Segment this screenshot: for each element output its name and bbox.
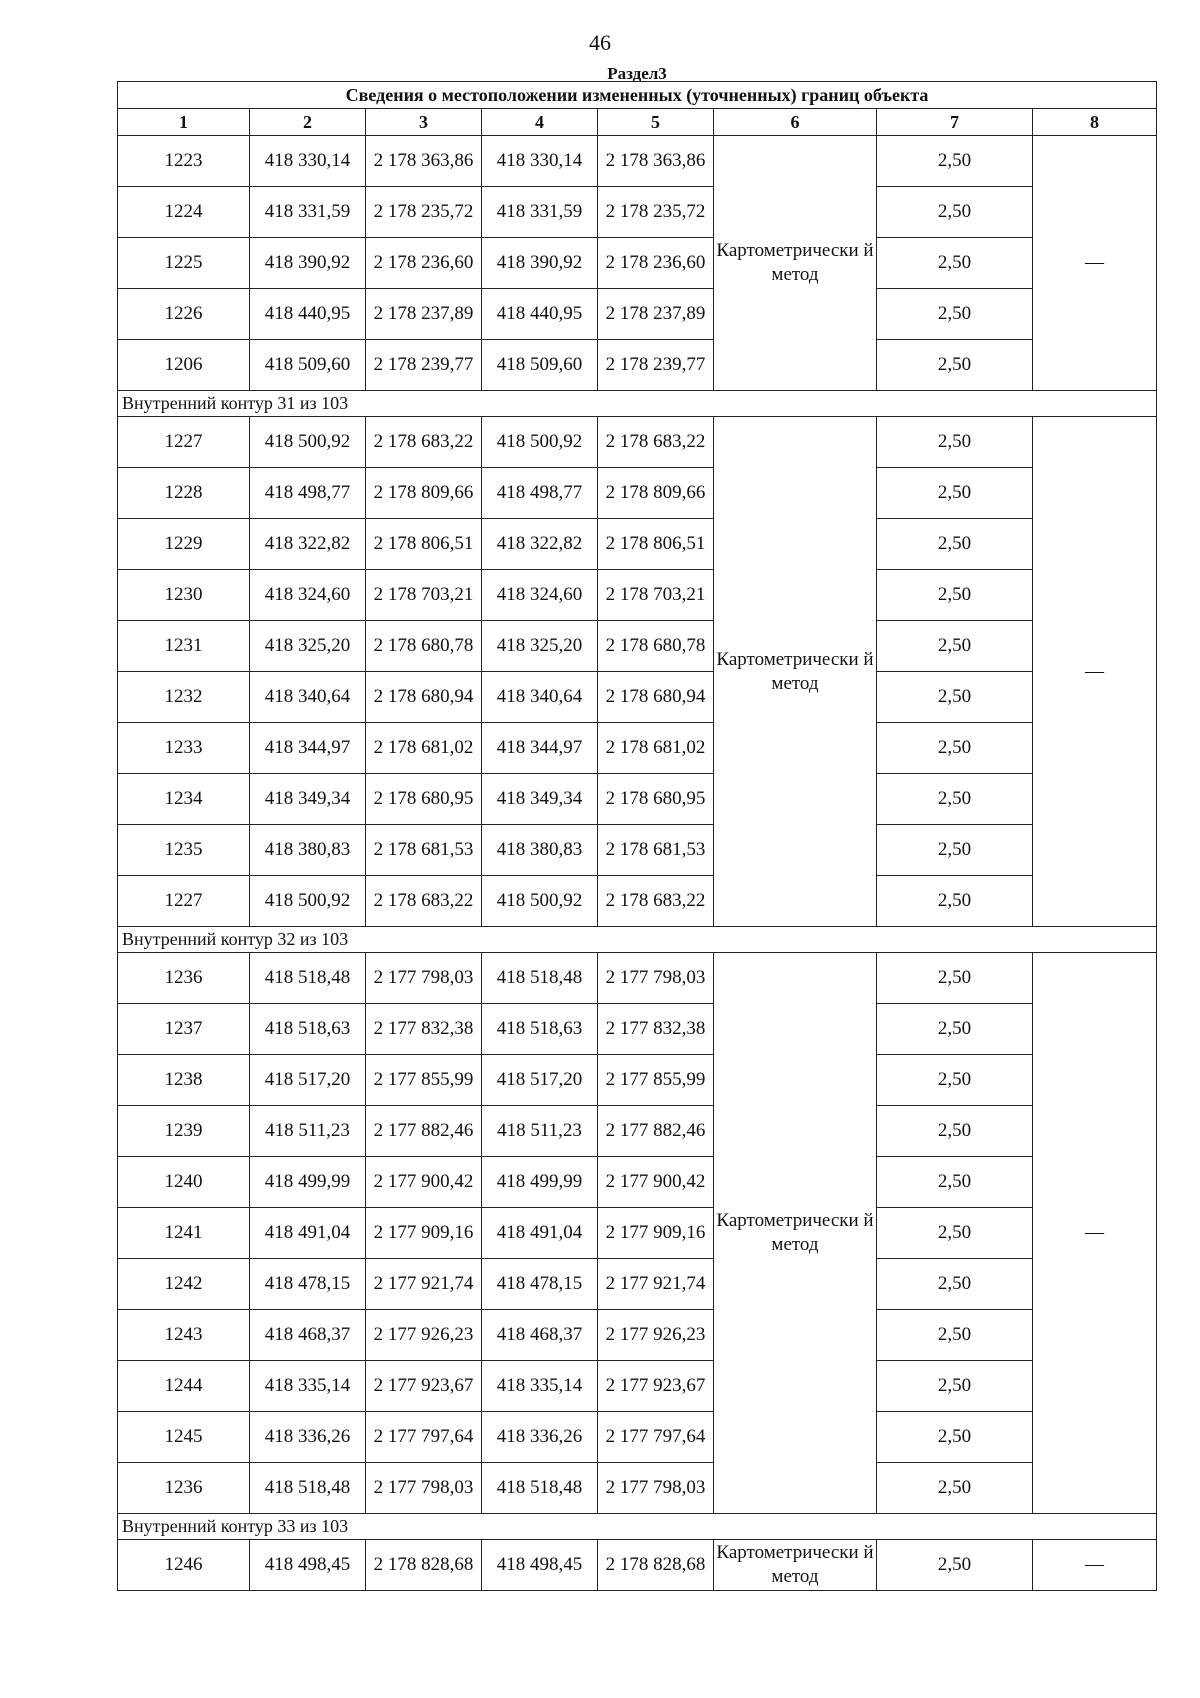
column-number: 2 (250, 109, 366, 136)
x-new-cell: 418 499,99 (482, 1157, 598, 1208)
point-number-cell: 1206 (118, 340, 250, 391)
point-number-cell: 1239 (118, 1106, 250, 1157)
x-old-cell: 418 349,34 (250, 774, 366, 825)
y-new-cell: 2 178 237,89 (598, 289, 714, 340)
point-number-cell: 1229 (118, 519, 250, 570)
x-old-cell: 418 335,14 (250, 1361, 366, 1412)
table-row (118, 570, 1157, 621)
y-old-cell: 2 178 363,86 (366, 136, 482, 187)
x-old-cell: 418 498,45 (250, 1540, 366, 1591)
point-number-cell: 1245 (118, 1412, 250, 1463)
y-old-cell: 2 178 681,53 (366, 825, 482, 876)
y-old-cell: 2 178 235,72 (366, 187, 482, 238)
x-old-cell: 418 440,95 (250, 289, 366, 340)
y-new-cell: 2 177 798,03 (598, 1463, 714, 1514)
method-cell: Картометрически й метод (714, 953, 877, 1514)
y-old-cell: 2 178 806,51 (366, 519, 482, 570)
x-new-cell: 418 500,92 (482, 417, 598, 468)
x-new-cell: 418 340,64 (482, 672, 598, 723)
y-old-cell: 2 178 809,66 (366, 468, 482, 519)
x-new-cell: 418 498,45 (482, 1540, 598, 1591)
precision-cell: 2,50 (877, 723, 1033, 774)
point-number-cell: 1227 (118, 417, 250, 468)
y-old-cell: 2 177 855,99 (366, 1055, 482, 1106)
y-new-cell: 2 178 235,72 (598, 187, 714, 238)
y-new-cell: 2 178 809,66 (598, 468, 714, 519)
x-old-cell: 418 518,48 (250, 953, 366, 1004)
y-old-cell: 2 177 798,03 (366, 953, 482, 1004)
point-number-cell: 1233 (118, 723, 250, 774)
table-row (118, 1004, 1157, 1055)
y-new-cell: 2 177 909,16 (598, 1208, 714, 1259)
precision-cell: 2,50 (877, 621, 1033, 672)
precision-cell: 2,50 (877, 519, 1033, 570)
x-new-cell: 418 331,59 (482, 187, 598, 238)
x-new-cell: 418 440,95 (482, 289, 598, 340)
x-old-cell: 418 518,63 (250, 1004, 366, 1055)
y-old-cell: 2 177 909,16 (366, 1208, 482, 1259)
precision-cell: 2,50 (877, 1540, 1033, 1591)
point-number-cell: 1237 (118, 1004, 250, 1055)
point-number-cell: 1227 (118, 876, 250, 927)
table-row (118, 723, 1157, 774)
x-new-cell: 418 336,26 (482, 1412, 598, 1463)
y-old-cell: 2 177 798,03 (366, 1463, 482, 1514)
point-number-cell: 1225 (118, 238, 250, 289)
precision-cell: 2,50 (877, 187, 1033, 238)
x-old-cell: 418 340,64 (250, 672, 366, 723)
y-new-cell: 2 178 681,53 (598, 825, 714, 876)
x-old-cell: 418 500,92 (250, 876, 366, 927)
table-row (118, 1106, 1157, 1157)
point-number-cell: 1231 (118, 621, 250, 672)
contour-label-row (118, 1514, 1157, 1540)
precision-cell: 2,50 (877, 1208, 1033, 1259)
y-new-cell: 2 177 882,46 (598, 1106, 714, 1157)
x-old-cell: 418 325,20 (250, 621, 366, 672)
contour-label: Внутренний контур 33 из 103 (118, 1514, 1157, 1540)
precision-cell: 2,50 (877, 1463, 1033, 1514)
precision-cell: 2,50 (877, 1412, 1033, 1463)
y-old-cell: 2 177 832,38 (366, 1004, 482, 1055)
x-old-cell: 418 336,26 (250, 1412, 366, 1463)
precision-cell: 2,50 (877, 1259, 1033, 1310)
point-number-cell: 1246 (118, 1540, 250, 1591)
x-old-cell: 418 380,83 (250, 825, 366, 876)
column8-cell: — (1033, 1540, 1157, 1591)
y-old-cell: 2 178 680,95 (366, 774, 482, 825)
table-row (118, 953, 1157, 1004)
method-cell: Картометрически й метод (714, 417, 877, 927)
point-number-cell: 1243 (118, 1310, 250, 1361)
page-number: 46 (589, 30, 611, 55)
y-new-cell: 2 178 681,02 (598, 723, 714, 774)
table-row (118, 468, 1157, 519)
precision-cell: 2,50 (877, 238, 1033, 289)
table-row (118, 1412, 1157, 1463)
table-row (118, 238, 1157, 289)
point-number-cell: 1232 (118, 672, 250, 723)
y-new-cell: 2 177 832,38 (598, 1004, 714, 1055)
method-cell: Картометрически й метод (714, 136, 877, 391)
table-row (118, 876, 1157, 927)
precision-cell: 2,50 (877, 672, 1033, 723)
y-old-cell: 2 177 923,67 (366, 1361, 482, 1412)
point-number-cell: 1228 (118, 468, 250, 519)
column-number-row (118, 109, 1157, 136)
y-new-cell: 2 178 806,51 (598, 519, 714, 570)
point-number-cell: 1226 (118, 289, 250, 340)
y-new-cell: 2 178 363,86 (598, 136, 714, 187)
point-number-cell: 1244 (118, 1361, 250, 1412)
x-old-cell: 418 330,14 (250, 136, 366, 187)
point-number-cell: 1238 (118, 1055, 250, 1106)
precision-cell: 2,50 (877, 136, 1033, 187)
x-new-cell: 418 517,20 (482, 1055, 598, 1106)
y-old-cell: 2 178 237,89 (366, 289, 482, 340)
x-new-cell: 418 330,14 (482, 136, 598, 187)
table-row (118, 1310, 1157, 1361)
y-old-cell: 2 177 882,46 (366, 1106, 482, 1157)
y-new-cell: 2 178 680,95 (598, 774, 714, 825)
point-number-cell: 1234 (118, 774, 250, 825)
precision-cell: 2,50 (877, 289, 1033, 340)
contour-label: Внутренний контур 32 из 103 (118, 927, 1157, 953)
table-row (118, 1208, 1157, 1259)
y-new-cell: 2 178 680,94 (598, 672, 714, 723)
table-row (118, 1463, 1157, 1514)
y-old-cell: 2 178 683,22 (366, 876, 482, 927)
table-row (118, 621, 1157, 672)
x-old-cell: 418 511,23 (250, 1106, 366, 1157)
precision-cell: 2,50 (877, 468, 1033, 519)
y-new-cell: 2 178 683,22 (598, 876, 714, 927)
column-number: 3 (366, 109, 482, 136)
table-row (118, 1055, 1157, 1106)
x-new-cell: 418 468,37 (482, 1310, 598, 1361)
x-new-cell: 418 322,82 (482, 519, 598, 570)
point-number-cell: 1235 (118, 825, 250, 876)
x-old-cell: 418 468,37 (250, 1310, 366, 1361)
table-row (118, 417, 1157, 468)
precision-cell: 2,50 (877, 340, 1033, 391)
precision-cell: 2,50 (877, 570, 1033, 621)
precision-cell: 2,50 (877, 1106, 1033, 1157)
y-new-cell: 2 177 855,99 (598, 1055, 714, 1106)
x-new-cell: 418 325,20 (482, 621, 598, 672)
point-number-cell: 1241 (118, 1208, 250, 1259)
column-number: 8 (1033, 109, 1157, 136)
precision-cell: 2,50 (877, 1004, 1033, 1055)
x-old-cell: 418 478,15 (250, 1259, 366, 1310)
x-old-cell: 418 491,04 (250, 1208, 366, 1259)
point-number-cell: 1230 (118, 570, 250, 621)
contour-label-row (118, 391, 1157, 417)
y-new-cell: 2 177 797,64 (598, 1412, 714, 1463)
precision-cell: 2,50 (877, 825, 1033, 876)
precision-cell: 2,50 (877, 774, 1033, 825)
column8-cell: — (1033, 417, 1157, 927)
table-title-cell: Раздел3 Сведения о местоположении измененных (уточненных) границ объекта (118, 82, 1157, 109)
table-row (118, 1540, 1157, 1591)
y-old-cell: 2 177 900,42 (366, 1157, 482, 1208)
y-old-cell: 2 178 703,21 (366, 570, 482, 621)
y-new-cell: 2 177 926,23 (598, 1310, 714, 1361)
y-new-cell: 2 177 900,42 (598, 1157, 714, 1208)
method-cell: Картометрически й метод (714, 1540, 877, 1591)
x-old-cell: 418 498,77 (250, 468, 366, 519)
y-new-cell: 2 177 798,03 (598, 953, 714, 1004)
x-old-cell: 418 518,48 (250, 1463, 366, 1514)
column8-cell: — (1033, 136, 1157, 391)
x-new-cell: 418 498,77 (482, 468, 598, 519)
table-header-row (118, 82, 1157, 109)
precision-cell: 2,50 (877, 876, 1033, 927)
precision-cell: 2,50 (877, 1157, 1033, 1208)
y-old-cell: 2 178 683,22 (366, 417, 482, 468)
x-new-cell: 418 478,15 (482, 1259, 598, 1310)
precision-cell: 2,50 (877, 1055, 1033, 1106)
y-old-cell: 2 177 926,23 (366, 1310, 482, 1361)
x-old-cell: 418 324,60 (250, 570, 366, 621)
x-old-cell: 418 499,99 (250, 1157, 366, 1208)
boundary-table (117, 63, 1157, 1591)
x-old-cell: 418 517,20 (250, 1055, 366, 1106)
table-row (118, 136, 1157, 187)
x-new-cell: 418 380,83 (482, 825, 598, 876)
precision-cell: 2,50 (877, 953, 1033, 1004)
x-old-cell: 418 390,92 (250, 238, 366, 289)
y-new-cell: 2 177 923,67 (598, 1361, 714, 1412)
x-new-cell: 418 344,97 (482, 723, 598, 774)
x-new-cell: 418 349,34 (482, 774, 598, 825)
x-new-cell: 418 324,60 (482, 570, 598, 621)
y-new-cell: 2 178 239,77 (598, 340, 714, 391)
column-number: 1 (118, 109, 250, 136)
y-new-cell: 2 178 236,60 (598, 238, 714, 289)
contour-label-row (118, 927, 1157, 953)
table-row (118, 340, 1157, 391)
point-number-cell: 1236 (118, 953, 250, 1004)
table-title: Сведения о местоположении измененных (уточненных) границ объекта (345, 85, 929, 105)
point-number-cell: 1242 (118, 1259, 250, 1310)
x-new-cell: 418 518,48 (482, 1463, 598, 1514)
x-old-cell: 418 344,97 (250, 723, 366, 774)
table-row (118, 519, 1157, 570)
y-new-cell: 2 178 680,78 (598, 621, 714, 672)
table-row (118, 1361, 1157, 1412)
column-number: 4 (482, 109, 598, 136)
y-old-cell: 2 178 239,77 (366, 340, 482, 391)
x-old-cell: 418 500,92 (250, 417, 366, 468)
y-new-cell: 2 177 921,74 (598, 1259, 714, 1310)
y-old-cell: 2 178 681,02 (366, 723, 482, 774)
column-number: 5 (598, 109, 714, 136)
x-new-cell: 418 491,04 (482, 1208, 598, 1259)
table-row (118, 825, 1157, 876)
contour-label: Внутренний контур 31 из 103 (118, 391, 1157, 417)
y-new-cell: 2 178 703,21 (598, 570, 714, 621)
x-old-cell: 418 322,82 (250, 519, 366, 570)
y-old-cell: 2 178 680,78 (366, 621, 482, 672)
x-new-cell: 418 500,92 (482, 876, 598, 927)
point-number-cell: 1223 (118, 136, 250, 187)
y-old-cell: 2 177 797,64 (366, 1412, 482, 1463)
column8-cell: — (1033, 953, 1157, 1514)
x-new-cell: 418 335,14 (482, 1361, 598, 1412)
point-number-cell: 1240 (118, 1157, 250, 1208)
x-old-cell: 418 509,60 (250, 340, 366, 391)
column-number: 6 (714, 109, 877, 136)
table-row (118, 1259, 1157, 1310)
column-number: 7 (877, 109, 1033, 136)
point-number-cell: 1236 (118, 1463, 250, 1514)
point-number-cell: 1224 (118, 187, 250, 238)
x-new-cell: 418 511,23 (482, 1106, 598, 1157)
y-new-cell: 2 178 683,22 (598, 417, 714, 468)
table-row (118, 774, 1157, 825)
y-new-cell: 2 178 828,68 (598, 1540, 714, 1591)
precision-cell: 2,50 (877, 417, 1033, 468)
y-old-cell: 2 178 236,60 (366, 238, 482, 289)
x-old-cell: 418 331,59 (250, 187, 366, 238)
precision-cell: 2,50 (877, 1310, 1033, 1361)
table-row (118, 1157, 1157, 1208)
x-new-cell: 418 518,48 (482, 953, 598, 1004)
x-new-cell: 418 390,92 (482, 238, 598, 289)
x-new-cell: 418 518,63 (482, 1004, 598, 1055)
x-new-cell: 418 509,60 (482, 340, 598, 391)
table-row (118, 672, 1157, 723)
y-old-cell: 2 178 828,68 (366, 1540, 482, 1591)
precision-cell: 2,50 (877, 1361, 1033, 1412)
y-old-cell: 2 178 680,94 (366, 672, 482, 723)
y-old-cell: 2 177 921,74 (366, 1259, 482, 1310)
table-row (118, 289, 1157, 340)
table-row (118, 187, 1157, 238)
